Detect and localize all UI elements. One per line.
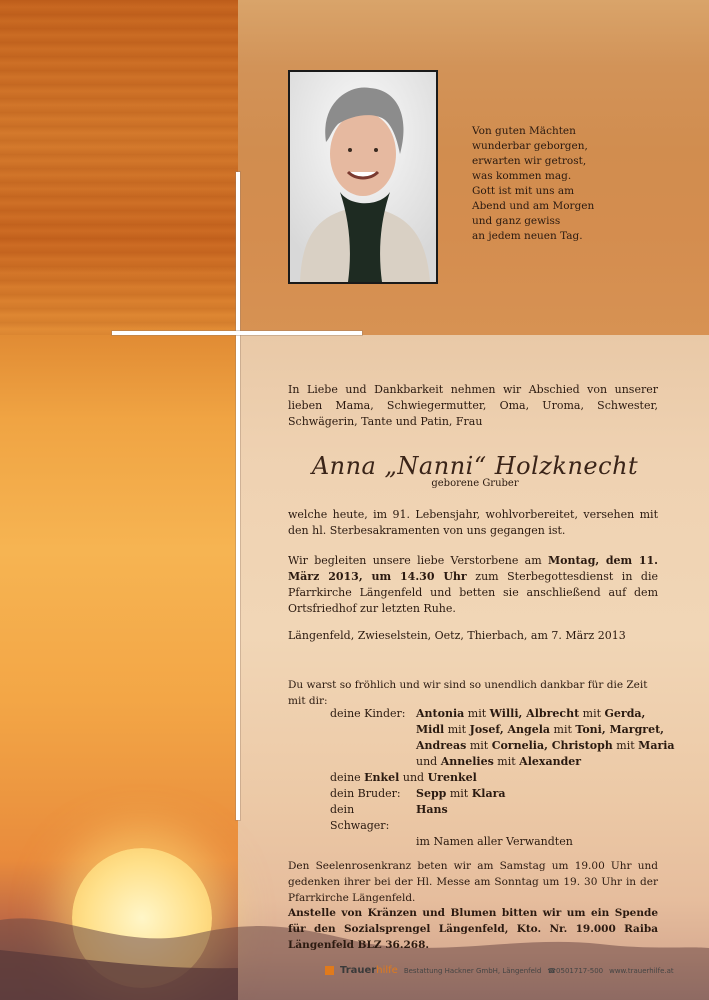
- intro-text: In Liebe und Dankbarkeit nehmen wir Abschied von unserer lieben Mama, Schwiegermutter, Oma, Uroma, Schwester, Schwägerin, Tante und Patin, Frau: [288, 383, 658, 428]
- footer: [325, 965, 674, 976]
- family-name: Maria: [638, 739, 675, 752]
- family-name: Hans: [416, 803, 448, 816]
- family-name: mit: [446, 787, 472, 800]
- website[interactable]: www.trauerhilfe.at: [609, 966, 674, 975]
- poem: Von guten Mächten wunderbar geborgen, erwarten wir getrost, was kommen mag. Gott ist mit uns am Abend und am Morgen und ganz gewiss an jedem neuen Tag.: [472, 125, 595, 242]
- family-name: Gerda,: [604, 707, 646, 720]
- family-name: Klara: [471, 787, 506, 800]
- family-name: mit: [464, 707, 490, 720]
- family-name: mit: [579, 707, 605, 720]
- family-name: Andreas: [416, 739, 467, 752]
- grandchildren-row: [330, 770, 675, 786]
- family-name: Urenkel: [427, 771, 477, 784]
- logo-text-b: hilfe: [376, 965, 398, 976]
- family-name: Willi, Albrecht: [489, 707, 580, 720]
- all-relatives: im Namen aller Verwandten: [416, 835, 573, 848]
- rosary-text: Den Seelenrosenkranz beten wir am Samstag um 19.00 Uhr und gedenken ihrer bei der Hl. Messe am Sonntag um 19. 30 Uhr in der Pfarrkirche Längenfeld.: [288, 860, 658, 904]
- family-name: mit: [444, 723, 470, 736]
- funeral-text-a: Wir begleiten unsere liebe Verstorbene am: [288, 554, 548, 567]
- phone: ☎0501717-500: [547, 966, 604, 975]
- children-row: [330, 706, 675, 770]
- brother-label: dein Bruder:: [330, 787, 401, 800]
- children-line: [416, 722, 675, 738]
- family-name: und: [399, 771, 428, 784]
- deceased-name: Anna „Nanni“ Holzknecht: [311, 452, 639, 480]
- family-name: Alexander: [519, 755, 582, 768]
- family-name: Sepp: [416, 787, 447, 800]
- logo-icon: [325, 966, 334, 975]
- funeral-text: [288, 553, 658, 617]
- children-line: [416, 738, 675, 754]
- children-line: [416, 706, 675, 722]
- family-name: mit: [612, 739, 639, 752]
- brotherinlaw-label: dein Schwager:: [330, 803, 390, 832]
- family-name: Cornelia, Christoph: [491, 739, 613, 752]
- family-name: mit: [466, 739, 492, 752]
- children-line: [416, 754, 675, 770]
- cross-horizontal: [112, 331, 362, 335]
- family-name: Antonia: [416, 707, 465, 720]
- funeral-date: Montag, dem 11. März 2013, um 14.30 Uhr: [288, 554, 658, 583]
- portrait-image: [290, 72, 436, 282]
- passing-text: welche heute, im 91. Lebensjahr, wohlvorbereitet, versehen mit den hl. Sterbesakramenten von uns gegangen ist.: [288, 508, 658, 537]
- family-name: mit: [493, 755, 520, 768]
- funeral-text-b: zum Sterbegottesdienst in die Pfarrkirche Längenfeld und betten sie anschließend auf dem Ortsfriedhof zur letzten Ruhe.: [288, 570, 659, 615]
- brother-names: [416, 786, 506, 802]
- family-name: Annelies: [440, 755, 494, 768]
- maiden-name: geborene Gruber: [431, 478, 519, 489]
- gratitude-text: Du warst so fröhlich und wir sind so unendlich dankbar für die Zeit mit dir:: [288, 679, 648, 707]
- sky-bands: [0, 0, 238, 335]
- family-name: deine: [330, 771, 365, 784]
- portrait-photo: [288, 70, 438, 284]
- brotherinlaw-row: [330, 802, 675, 834]
- logo-text-a: Trauer: [340, 965, 377, 976]
- family-name: Midl: [416, 723, 445, 736]
- brother-row: [330, 786, 675, 802]
- family-name: und: [416, 755, 441, 768]
- company-name: Bestattung Hackner GmbH, Längenfeld: [403, 966, 542, 975]
- family-name: Josef, Angela: [469, 723, 551, 736]
- brotherinlaw-names: [416, 802, 448, 834]
- grandchildren-names: [330, 770, 477, 786]
- family-name: mit: [550, 723, 576, 736]
- relatives-row: [330, 834, 675, 850]
- logo: [340, 965, 398, 976]
- family-list: [330, 706, 675, 850]
- family-name: Enkel: [364, 771, 400, 784]
- cross-vertical: [236, 172, 240, 820]
- children-names: [416, 706, 675, 770]
- place-date: Längenfeld, Zwieselstein, Oetz, Thierbach, am 7. März 2013: [288, 629, 626, 642]
- children-label: deine Kinder:: [330, 707, 406, 720]
- donation-text: Anstelle von Kränzen und Blumen bitten wir um ein Spende für den Sozialsprengel Längenfeld, Kto. Nr. 19.000 Raiba Längenfeld BLZ 36.268.: [288, 907, 658, 951]
- family-name: Toni, Margret,: [575, 723, 664, 736]
